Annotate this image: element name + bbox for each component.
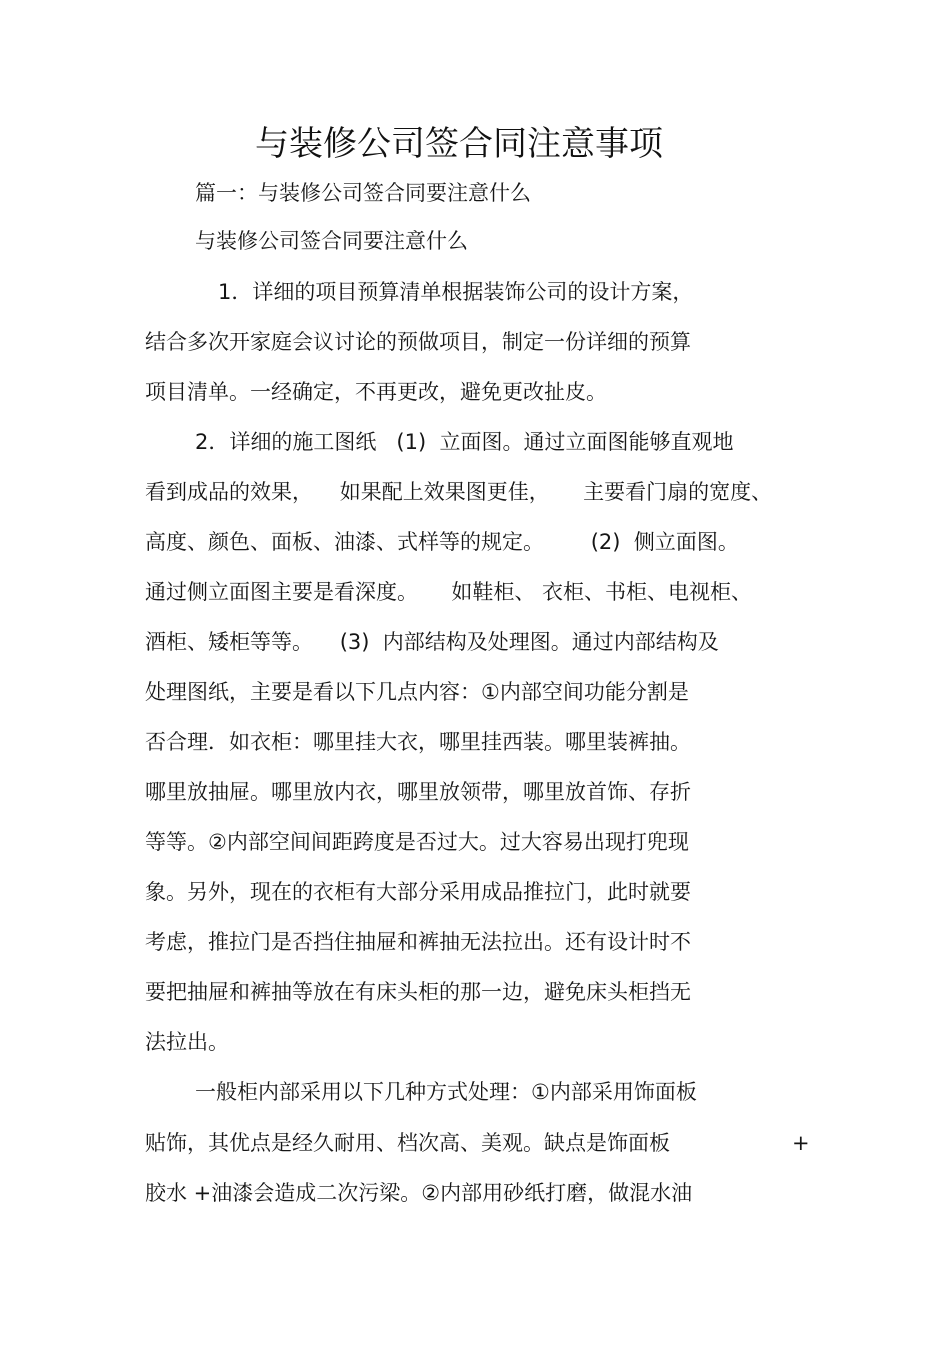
body-line: 结合多次开家庭会议讨论的预做项目，制定一份详细的预算	[145, 330, 691, 354]
body-line: 通过侧立面图主要是看深度。 如鞋柜、 衣柜、书柜、电视柜、	[145, 580, 753, 604]
body-line: 胶水 +油漆会造成二次污梁。②内部用砂纸打磨，做混水油	[145, 1181, 693, 1205]
body-line: 看到成品的效果， 如果配上效果图更佳， 主要看门扇的宽度、	[145, 480, 773, 504]
body-line: 考虑，推拉门是否挡住抽屉和裤抽无法拉出。还有设计时不	[145, 930, 691, 954]
body-line: 否合理．如衣柜：哪里挂大衣，哪里挂西装。哪里装裤抽。	[145, 730, 691, 754]
document-title: 与装修公司签合同注意事项	[255, 124, 663, 164]
body-line: 1．详细的项目预算清单根据装饰公司的设计方案，	[218, 280, 694, 304]
body-line: 处理图纸，主要是看以下几点内容：①内部空间功能分割是	[145, 680, 689, 704]
body-line: 要把抽屉和裤抽等放在有床头柜的那一边，避免床头柜挡无	[145, 980, 691, 1004]
body-line: 高度、颜色、面板、油漆、式样等的规定。 (2) 侧立面图。	[145, 530, 739, 554]
body-line: 等等。②内部空间间距跨度是否过大。过大容易出现打兜现	[145, 830, 689, 854]
body-line: 贴饰，其优点是经久耐用、档次高、美观。缺点是饰面板	[145, 1131, 670, 1155]
body-line: 象。另外，现在的衣柜有大部分采用成品推拉门，此时就要	[145, 880, 691, 904]
body-line: 与装修公司签合同要注意什么	[195, 229, 468, 253]
body-line: 法拉出。	[145, 1030, 229, 1054]
body-line: 一般柜内部采用以下几种方式处理：①内部采用饰面板	[195, 1080, 697, 1104]
body-line: 酒柜、矮柜等等。 (3) 内部结构及处理图。通过内部结构及	[145, 630, 719, 654]
subheading: 篇一：与装修公司签合同要注意什么	[195, 181, 531, 205]
body-line: 项目清单。一经确定，不再更改，避免更改扯皮。	[145, 380, 607, 404]
body-line: 2．详细的施工图纸 (1) 立面图。通过立面图能够直观地	[195, 430, 734, 454]
body-line: 哪里放抽屉。哪里放内衣，哪里放领带，哪里放首饰、存折	[145, 780, 691, 804]
plus-mark: +	[792, 1131, 810, 1155]
